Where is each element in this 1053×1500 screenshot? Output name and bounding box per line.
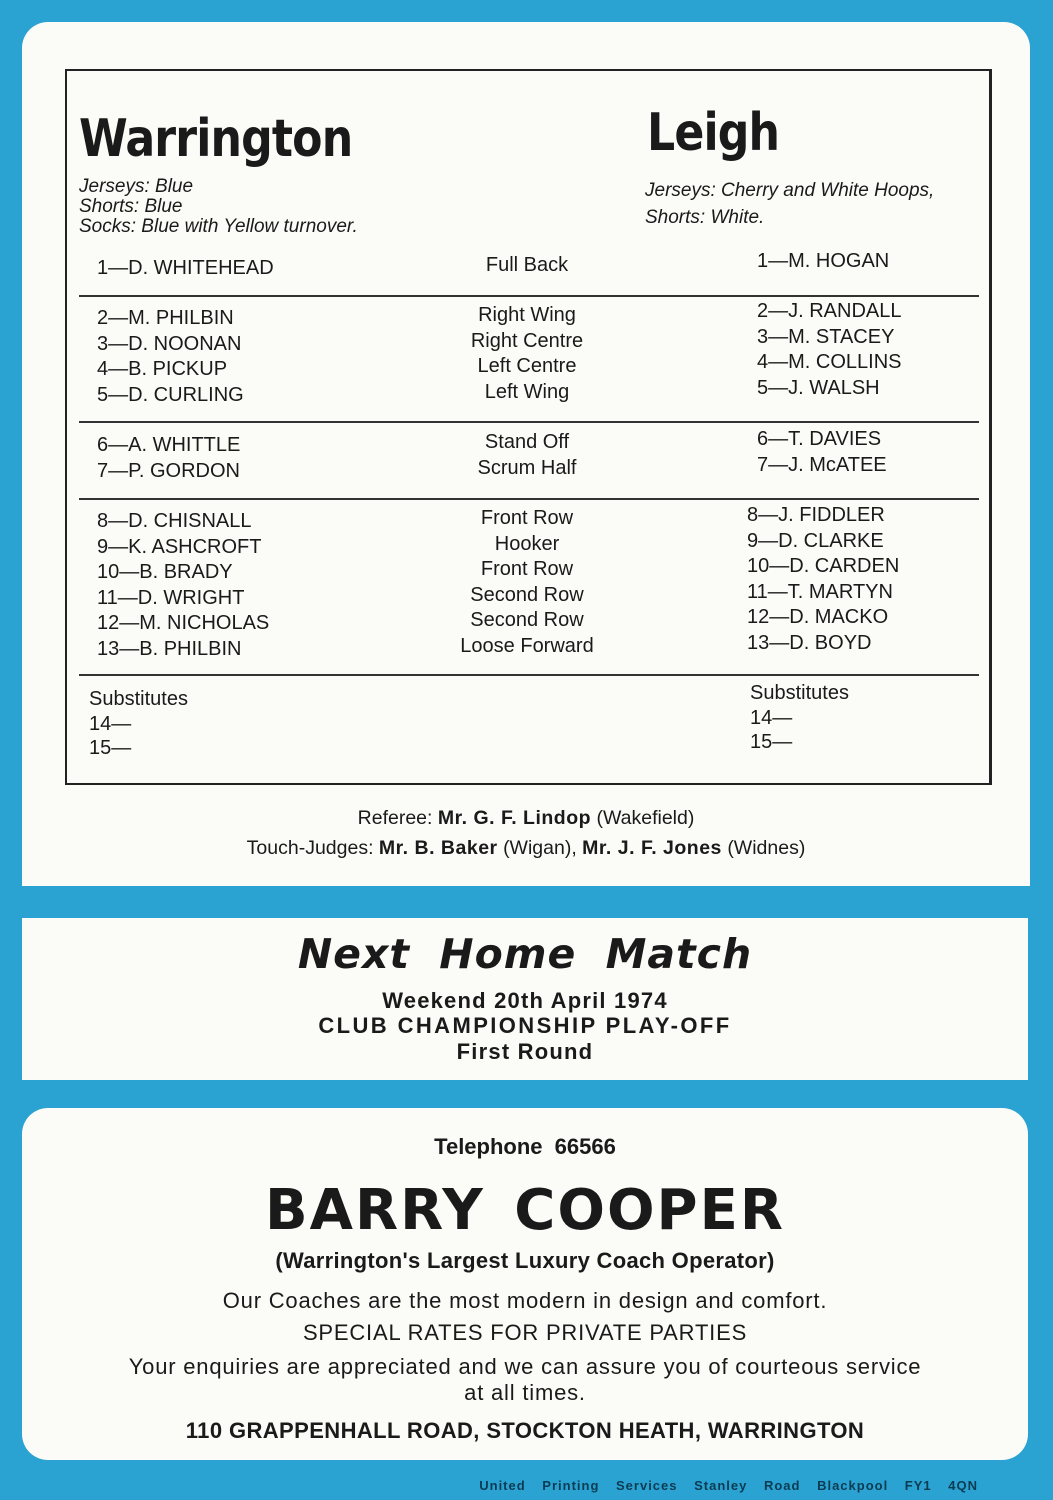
substitute-slot: 14— <box>89 712 132 735</box>
home-fullback-list <box>97 256 274 282</box>
position-label: Second Row <box>470 583 584 606</box>
touch-judge-1-name: Mr. B. Baker <box>378 837 498 859</box>
next-match-competition: CLUB CHAMPIONSHIP PLAY-OFF <box>318 1013 732 1038</box>
away-substitutes <box>750 681 849 755</box>
home-kit-line: Socks: Blue with Yellow turnover. <box>79 216 358 237</box>
away-team-name: Leigh <box>647 103 780 163</box>
home-kit-line: Shorts: Blue <box>79 196 183 217</box>
away-player: 2—J. RANDALL <box>757 300 902 322</box>
home-halfbacks-list <box>97 433 240 484</box>
away-player: 13—D. BOYD <box>747 631 872 654</box>
team-sheet-panel <box>22 22 1030 886</box>
section-divider <box>79 674 979 676</box>
referee-name: Mr. G. F. Lindop <box>437 807 592 829</box>
position-label: Loose Forward <box>460 634 594 657</box>
away-halfbacks-list <box>757 427 887 478</box>
advert-tagline: (Warrington's Largest Luxury Coach Operator) <box>275 1248 775 1273</box>
position-label: Scrum Half <box>477 456 577 479</box>
position-fullback-list <box>427 253 627 279</box>
advert-address: 110 GRAPPENHALL ROAD, STOCKTON HEATH, WARRINGTON <box>185 1418 865 1443</box>
position-label: Full Back <box>485 254 569 276</box>
home-player: 1—D. WHITEHEAD <box>97 257 274 279</box>
home-player: 11—D. WRIGHT <box>97 586 245 609</box>
position-label: Left Centre <box>477 355 577 377</box>
away-fullback-list <box>757 249 889 275</box>
position-label: Left Wing <box>484 380 570 403</box>
home-player: 6—A. WHITTLE <box>97 434 241 456</box>
home-player: 5—D. CURLING <box>97 383 244 406</box>
substitute-slot: 15— <box>89 737 132 759</box>
home-kit-line: Jerseys: Blue <box>79 176 194 197</box>
position-label: Second Row <box>470 609 584 631</box>
advert-phone: Telephone 66566 <box>434 1134 616 1159</box>
substitutes-heading: Substitutes <box>89 688 188 710</box>
advert-line-3: Your enquiries are appreciated and we can assure you of courteous service <box>128 1354 922 1379</box>
home-player: 8—D. CHISNALL <box>97 510 252 532</box>
away-player: 7—J. McATEE <box>757 453 887 476</box>
position-label: Front Row <box>480 558 574 580</box>
away-player: 4—M. COLLINS <box>757 351 902 373</box>
home-player: 12—M. NICHOLAS <box>97 612 270 634</box>
home-player: 10—B. BRADY <box>97 561 233 583</box>
away-player: 8—J. FIDDLER <box>747 504 885 526</box>
home-substitutes <box>89 687 188 761</box>
home-forwards-list <box>97 509 269 662</box>
advert-panel <box>22 1108 1028 1460</box>
away-kit-line: Jerseys: Cherry and White Hoops, <box>645 180 935 201</box>
referee-label: Referee: <box>357 807 433 829</box>
next-match-panel <box>22 918 1028 1080</box>
away-player: 6—T. DAVIES <box>757 428 882 450</box>
away-player: 3—M. STACEY <box>757 325 895 348</box>
printer-imprint: United Printing Services Stanley Road Blackpool FY1 4QN <box>479 1478 978 1493</box>
home-kit <box>79 177 358 237</box>
away-forwards-list <box>747 503 899 656</box>
home-player: 9—K. ASHCROFT <box>97 535 262 558</box>
position-label: Hooker <box>494 532 560 555</box>
substitute-slot: 14— <box>750 706 793 729</box>
home-player: 3—D. NOONAN <box>97 332 242 355</box>
away-player: 11—T. MARTYN <box>747 580 893 603</box>
substitutes-heading: Substitutes <box>750 682 849 704</box>
away-player: 5—J. WALSH <box>757 376 880 399</box>
home-backs-list <box>97 306 244 408</box>
position-label: Front Row <box>480 507 574 529</box>
away-kit-line: Shorts: White. <box>645 207 765 228</box>
home-player: 4—B. PICKUP <box>97 358 228 380</box>
away-player: 9—D. CLARKE <box>747 529 884 552</box>
home-team-name: Warrington <box>79 109 353 169</box>
away-player: 10—D. CARDEN <box>747 555 900 577</box>
position-backs-list <box>427 303 627 405</box>
team-sheet-box <box>65 69 992 785</box>
next-match-round: First Round <box>456 1039 594 1064</box>
touch-judge-1-town: (Wigan), <box>503 837 577 859</box>
touch-judges-line <box>22 833 1030 863</box>
next-match-date: Weekend 20th April 1974 <box>382 988 668 1013</box>
section-divider <box>79 295 979 297</box>
home-player: 2—M. PHILBIN <box>97 307 234 329</box>
substitute-slot: 15— <box>750 731 793 753</box>
position-label: Right Centre <box>470 329 584 352</box>
advert-line-2: SPECIAL RATES FOR PRIVATE PARTIES <box>302 1320 748 1345</box>
home-player: 13—B. PHILBIN <box>97 637 242 660</box>
section-divider <box>79 421 979 423</box>
advert-line-1: Our Coaches are the most modern in design and comfort. <box>222 1288 828 1313</box>
home-player: 7—P. GORDON <box>97 459 240 482</box>
touch-judges-label: Touch-Judges: <box>246 837 374 859</box>
position-forwards-list <box>427 506 627 659</box>
position-halfbacks-list <box>427 430 627 481</box>
advert-company-name: BARRY COOPER <box>265 1178 785 1243</box>
referee-line <box>22 803 1030 833</box>
referee-town: (Wakefield) <box>596 807 695 829</box>
position-label: Right Wing <box>478 304 576 326</box>
away-player: 1—M. HOGAN <box>757 250 890 272</box>
touch-judge-2-name: Mr. J. F. Jones <box>582 837 722 859</box>
away-kit <box>645 177 934 231</box>
away-player: 12—D. MACKO <box>747 606 889 628</box>
advert-line-4: at all times. <box>464 1380 586 1405</box>
next-match-title: Next Home Match <box>297 930 753 978</box>
position-label: Stand Off <box>484 431 570 453</box>
away-backs-list <box>757 299 902 401</box>
section-divider <box>79 498 979 500</box>
touch-judge-2-town: (Widnes) <box>727 837 806 859</box>
